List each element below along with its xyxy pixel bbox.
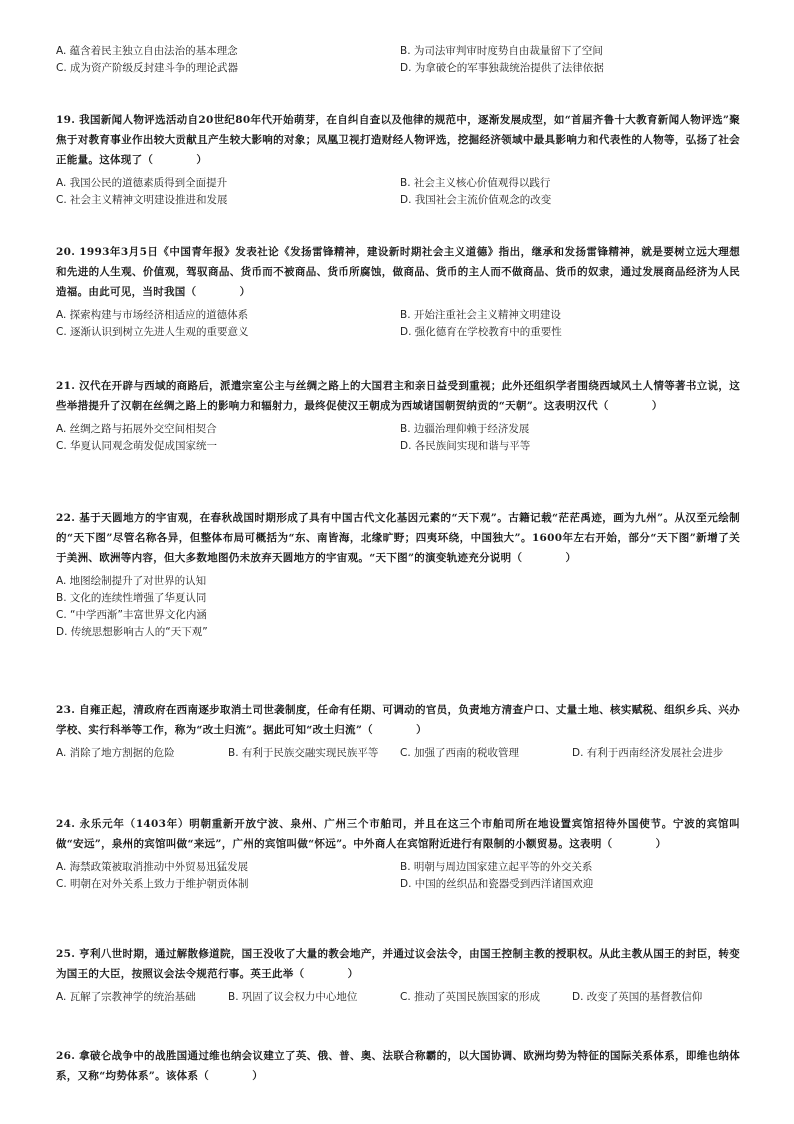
option-b[interactable]: B. 社会主义核心价值观得以践行 xyxy=(400,177,551,189)
option-d[interactable]: D. 各民族间实现和谐与平等 xyxy=(400,440,531,452)
question-20 xyxy=(56,242,740,341)
question-23 xyxy=(56,700,740,762)
question-22 xyxy=(56,508,740,641)
option-c[interactable]: C. 社会主义精神文明建设推进和发展 xyxy=(56,194,228,206)
option-d[interactable]: D. 有利于西南经济发展社会进步 xyxy=(572,747,724,759)
question-stem: 26. 拿破仑战争中的战胜国通过维也纳会议建立了英、俄、普、奥、法联合称霸的，以大国协调、欧洲均势为特征的国际关系体系，即维也纳体系，又称“均势体系”。该体系（ ） xyxy=(56,1050,740,1082)
option-a[interactable]: A. 我国公民的道德素质得到全面提升 xyxy=(56,177,228,189)
option-a[interactable]: A. 消除了地方割据的危险 xyxy=(56,747,175,759)
option-d[interactable]: D. 传统思想影响古人的“天下观” xyxy=(56,626,208,638)
question-stem: 19. 我国新闻人物评选活动自20世纪80年代开始萌芽，在自纠自查以及他律的规范中，逐渐发展成型，如“首届齐鲁十大教育新闻人物评选”聚焦于对教育事业作出较大贡献且产生较大影响的对象；凤凰卫视打造财经人物评选，挖掘经济领域中最具影响力和代表性的人物等，弘扬了社会正能量。这体现了（ ） xyxy=(56,114,740,166)
option-c[interactable]: C. 明朝在对外关系上致力于维护朝贡体制 xyxy=(56,878,249,890)
option-a[interactable]: A. 蕴含着民主独立自由法治的基本理念 xyxy=(56,45,238,57)
option-c[interactable]: C. 华夏认同观念萌发促成国家统一 xyxy=(56,440,218,452)
option-d[interactable]: D. 中国的丝织品和瓷器受到西洋诸国欢迎 xyxy=(400,878,594,890)
option-b[interactable]: B. 明朝与周边国家建立起平等的外交关系 xyxy=(400,861,593,873)
option-c[interactable]: C. 加强了西南的税收管理 xyxy=(400,747,520,759)
option-c[interactable]: C. “中学西渐”丰富世界文化内涵 xyxy=(56,609,207,621)
question-25 xyxy=(56,944,740,1006)
option-d[interactable]: D. 为拿破仑的军事独裁统治提供了法律依据 xyxy=(400,62,604,74)
question-19 xyxy=(56,110,740,209)
option-a[interactable]: A. 丝绸之路与拓展外交空间相契合 xyxy=(56,423,217,435)
question-stem: 21. 汉代在开辟与西域的商路后，派遣宗室公主与丝绸之路上的大国君主和亲日益受到重视；此外还组织学者围绕西域风土人情等著书立说，这些举措提升了汉朝在丝绸之路上的影响力和辐射力，最终促使汉王朝成为西域诸国朝贺纳贡的“天朝”。这表明汉代（ ） xyxy=(56,380,740,412)
option-b[interactable]: B. 巩固了议会权力中心地位 xyxy=(228,991,358,1003)
question-stem: 24. 永乐元年（1403年）明朝重新开放宁波、泉州、广州三个市舶司，并且在这三个市舶司所在地设置宾馆招待外国使节。宁波的宾馆叫做“安远”，泉州的宾馆叫做“来远”，广州的宾馆叫做“怀远”。中外商人在宾馆附近进行有限制的小额贸易。这表明（ ） xyxy=(56,818,740,850)
option-b[interactable]: B. 为司法审判审时度势自由裁量留下了空间 xyxy=(400,45,603,57)
option-c[interactable]: C. 推动了英国民族国家的形成 xyxy=(400,991,541,1003)
option-b[interactable]: B. 边疆治理仰赖于经济发展 xyxy=(400,423,530,435)
option-d[interactable]: D. 我国社会主流价值观念的改变 xyxy=(400,194,552,206)
option-b[interactable]: B. 有利于民族交融实现民族平等 xyxy=(228,747,379,759)
option-c[interactable]: C. 逐渐认识到树立先进人生观的重要意义 xyxy=(56,326,249,338)
question-24 xyxy=(56,814,740,893)
option-b[interactable]: B. 开始注重社会主义精神文明建设 xyxy=(400,309,561,321)
option-a[interactable]: A. 探索构建与市场经济相适应的道德体系 xyxy=(56,309,249,321)
question-26 xyxy=(56,1046,740,1086)
question-stem: 23. 自雍正起，清政府在西南逐步取消土司世袭制度，任命有任期、可调动的官员，负责地方清查户口、丈量土地、核实赋税、组织乡兵、兴办学校、实行科举等工作，称为“改土归流”。据此可知“改土归流”（ ） xyxy=(56,704,740,736)
question-18-options xyxy=(56,38,740,77)
option-d[interactable]: D. 强化德育在学校教育中的重要性 xyxy=(400,326,562,338)
option-c[interactable]: C. 成为资产阶级反封建斗争的理论武器 xyxy=(56,62,239,74)
question-stem: 22. 基于天圆地方的宇宙观，在春秋战国时期形成了具有中国古代文化基因元素的“天下观”。古籍记载“茫茫禹迹，画为九州”。从汉至元绘制的“天下图”尽管名称各异，但整体布局可概括为“东、南皆海，北缘旷野；四夷环绕，中国独大”。1600年左右开始，部分“天下图”新增了关于美洲、欧洲等内容，但大多数地图仍未放弃天圆地方的宇宙观。“天下图”的演变轨迹充分说明（ ） xyxy=(56,512,740,564)
option-a[interactable]: A. 海禁政策被取消推动中外贸易迅猛发展 xyxy=(56,861,249,873)
option-d[interactable]: D. 改变了英国的基督教信仰 xyxy=(572,991,703,1003)
option-a[interactable]: A. 地图绘制提升了对世界的认知 xyxy=(56,575,207,587)
option-a[interactable]: A. 瓦解了宗教神学的统治基础 xyxy=(56,991,196,1003)
option-b[interactable]: B. 文化的连续性增强了华夏认同 xyxy=(56,592,207,604)
question-stem: 20. 1993年3月5日《中国青年报》发表社论《发扬雷锋精神，建设新时期社会主义道德》指出，继承和发扬雷锋精神，就是要树立远大理想和先进的人生观、价值观，驾驭商品、货币而不被商品、货币所腐蚀，做商品、货币的主人而不做商品、货币的奴隶，通过发展商品经济为人民造福。由此可见，当时我国（ ） xyxy=(56,246,740,298)
question-21 xyxy=(56,376,740,455)
question-stem: 25. 亨利八世时期，通过解散修道院，国王没收了大量的教会地产，并通过议会法令，由国王控制主教的授职权。从此主教从国王的封臣，转变为国王的大臣，按照议会法令规范行事。英王此举（ ） xyxy=(56,948,740,980)
